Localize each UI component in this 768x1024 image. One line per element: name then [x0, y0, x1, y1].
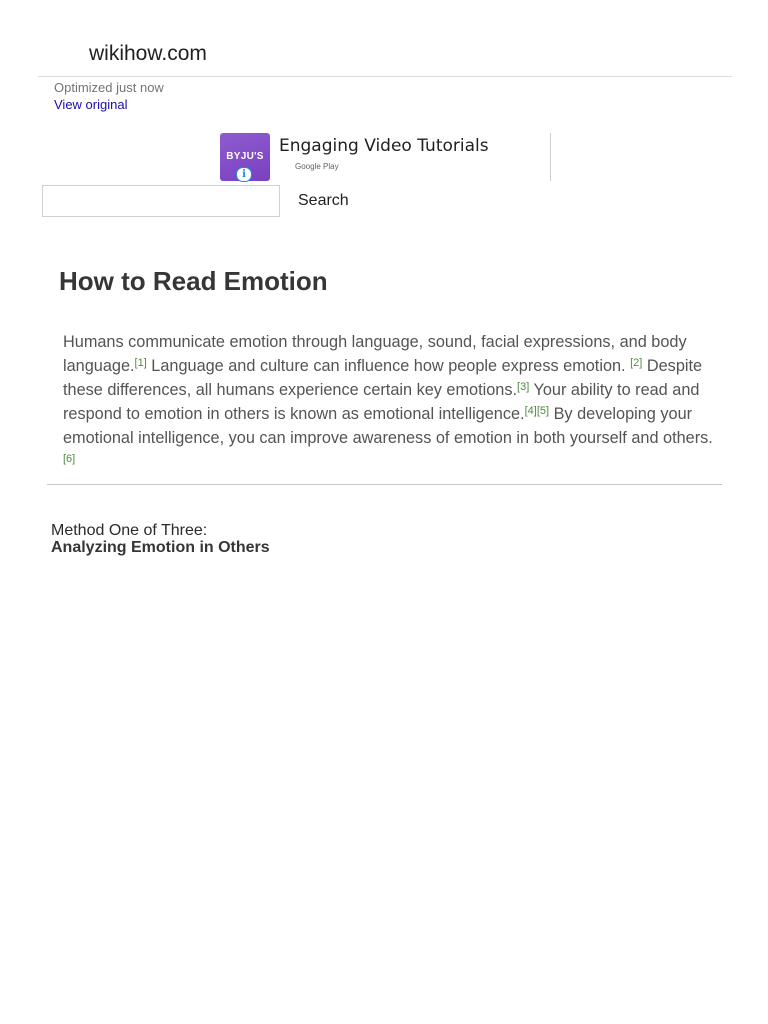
ad-banner[interactable] — [220, 133, 551, 181]
intro-text: Humans communicate emotion through language, sound, facial expressions, and body language. — [63, 333, 687, 375]
intro-text: Your ability to read and respond to emotion in others is known as emotional intelligence. — [63, 381, 700, 423]
view-original-link[interactable]: View original — [54, 97, 128, 112]
intro-text: Language and culture can influence how people express emotion. — [146, 357, 631, 375]
citation-link[interactable]: [3] — [517, 381, 530, 393]
info-icon[interactable]: i — [236, 167, 252, 182]
search-input[interactable] — [42, 185, 280, 217]
site-name-link[interactable]: wikihow.com — [89, 42, 207, 65]
intro-text: Despite these differences, all humans experience certain key emotions. — [63, 357, 703, 399]
search-button[interactable]: Search — [292, 188, 355, 214]
section-divider — [47, 484, 722, 485]
citation-link[interactable]: [5] — [536, 405, 550, 417]
intro-text: By developing your emotional intelligence, you can improve awareness of emotion in both yourself and others. — [63, 405, 713, 447]
citation-link[interactable]: [1] — [134, 357, 147, 369]
ad-store-label: Google Play — [295, 162, 339, 171]
site-header — [38, 40, 732, 77]
citation-link[interactable]: [6] — [63, 453, 76, 465]
ad-title[interactable]: Engaging Video Tutorials — [279, 136, 489, 156]
optimized-status: Optimized just now — [54, 80, 164, 95]
ad-logo[interactable]: BYJU'S — [220, 133, 270, 181]
intro-paragraph — [63, 330, 713, 474]
citation-link[interactable]: [2] — [630, 357, 643, 369]
citation-link[interactable]: [4] — [524, 405, 537, 417]
method-label: Method One of Three: — [51, 522, 208, 539]
method-title: Analyzing Emotion in Others — [51, 539, 270, 556]
page-title: How to Read Emotion — [59, 266, 328, 296]
